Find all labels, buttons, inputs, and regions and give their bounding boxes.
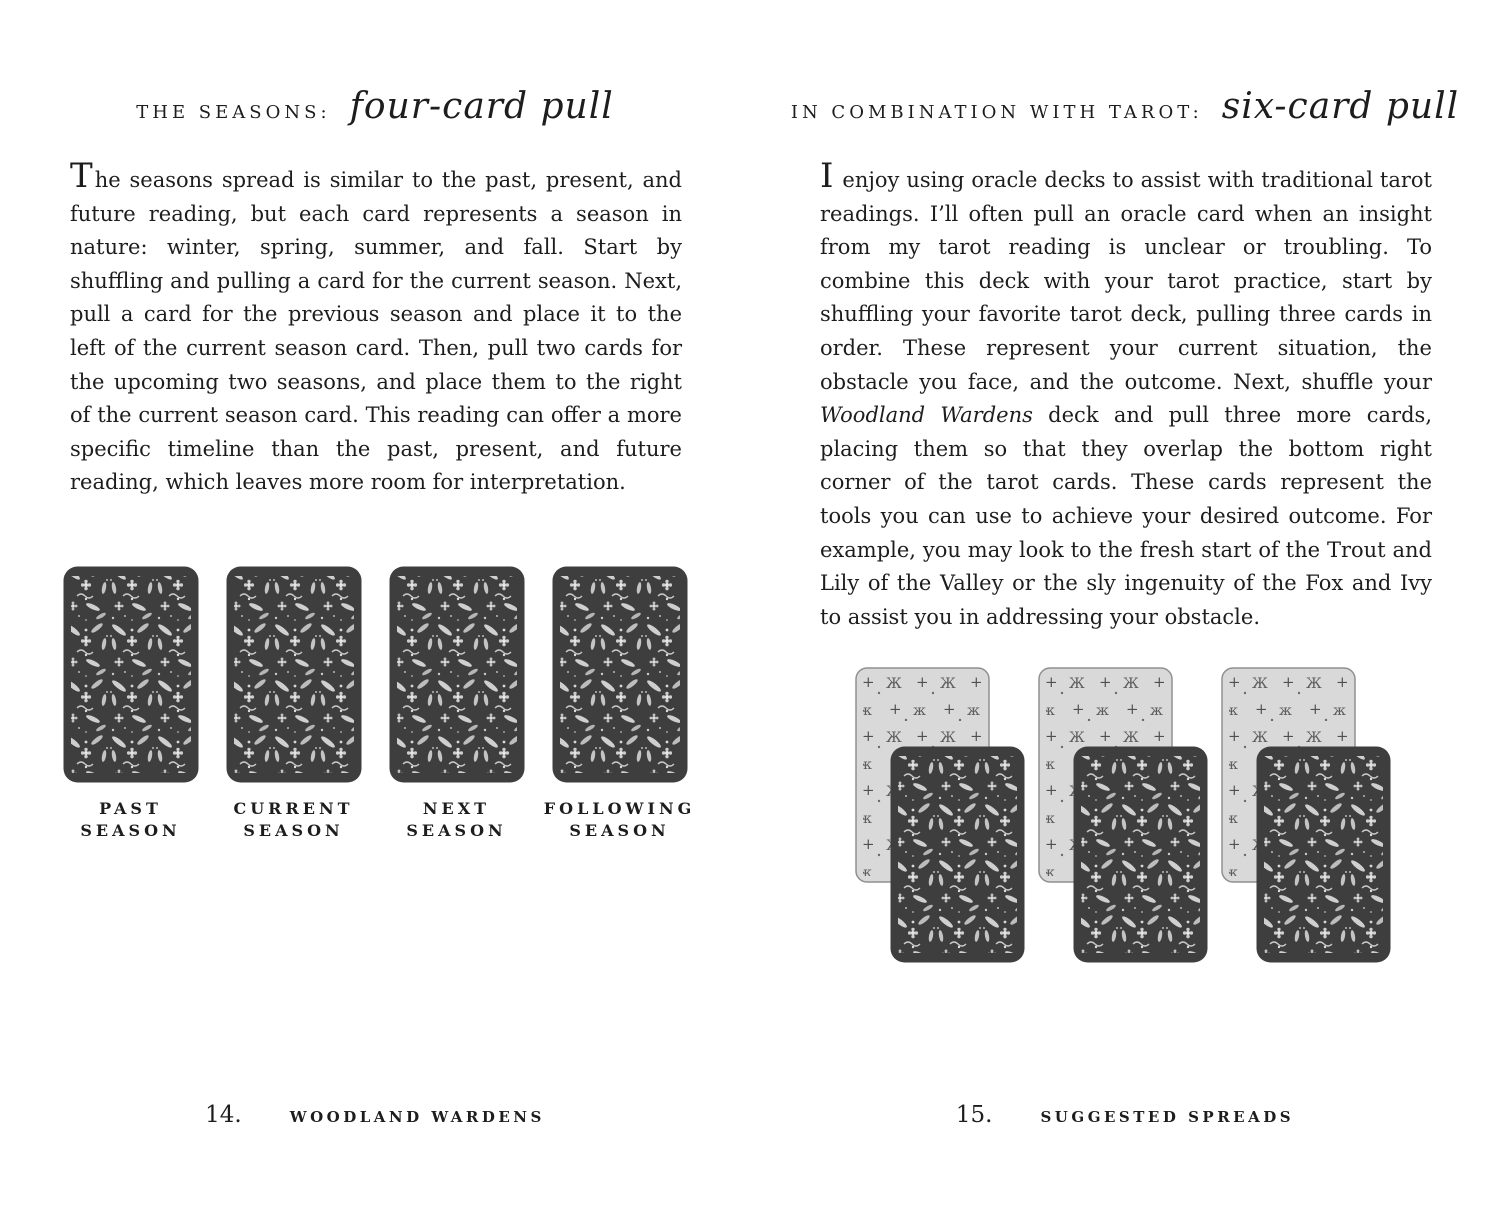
paragraph-segment: deck and pull three more cards, placing them so that they overlap the bottom right corner of the tarot cards. These cards represent the tools you can use to achieve your desired outcome. For example, you may look to the fresh start of the Trout and Lily of the Valley or the sly ingenuity of the Fox and Ivy to assist you in addressing your obstacle. xyxy=(820,403,1432,629)
card-label-line: CURRENT xyxy=(233,799,354,818)
four-card-spread xyxy=(0,566,750,843)
right-page-footer xyxy=(750,1102,1500,1128)
left-heading-kicker: THE SEASONS: xyxy=(136,102,331,123)
card-item-past-season xyxy=(63,566,199,843)
right-page-header xyxy=(750,86,1500,127)
page-number: 14. xyxy=(205,1102,242,1128)
left-page-paragraph: The seasons spread is similar to the past, present, and future reading, but each card represents a season in nature: winter, spring, summer, and fall. Start by shuffling and pulling a card for the current season. Next, pull a card for the previous season and place it to the left of the current season card. Then, pull two cards for the upcoming two seasons, and place them to the right of the current season card. This reading can offer a more specific timeline than the past, present, and future reading, which leaves more room for interpretation. xyxy=(70,156,682,495)
card-pair xyxy=(1221,667,1391,963)
deck-name-italic: Woodland Wardens xyxy=(820,403,1033,428)
card-item-following-season xyxy=(543,566,696,843)
card-label-line: SEASON xyxy=(243,821,344,841)
card-pair xyxy=(855,667,1025,963)
card-pair xyxy=(1038,667,1208,963)
card-label xyxy=(233,798,353,843)
card-label-line: SEASON xyxy=(80,821,181,841)
card-label xyxy=(544,798,695,843)
oracle-card-back-icon xyxy=(552,566,688,783)
right-page-paragraph xyxy=(820,156,1432,634)
oracle-card-back-icon xyxy=(389,566,525,783)
oracle-card-back-icon xyxy=(1256,746,1391,963)
running-title: WOODLAND WARDENS xyxy=(289,1108,545,1126)
card-item-next-season xyxy=(389,566,525,843)
oracle-card-back-icon xyxy=(63,566,199,783)
card-item-current-season xyxy=(226,566,362,843)
card-label-line: PAST xyxy=(99,799,162,818)
left-page-footer xyxy=(0,1102,750,1128)
oracle-card-back-icon xyxy=(890,746,1025,963)
page-number: 15. xyxy=(955,1102,993,1128)
right-heading-kicker: IN COMBINATION WITH TAROT: xyxy=(790,102,1203,123)
card-label xyxy=(406,798,506,843)
right-page xyxy=(750,0,1500,1208)
card-label xyxy=(80,798,180,843)
running-title: SUGGESTED SPREADS xyxy=(1040,1108,1295,1126)
right-heading-title: six-card pull xyxy=(1221,86,1460,127)
oracle-card-back-icon xyxy=(1073,746,1208,963)
oracle-card-back-icon xyxy=(226,566,362,783)
card-label-line: FOLLOWING xyxy=(543,799,696,818)
left-heading-title: four-card pull xyxy=(349,86,614,127)
card-label-line: SEASON xyxy=(406,821,507,841)
card-label-line: NEXT xyxy=(422,799,491,818)
six-card-spread xyxy=(855,667,1391,963)
left-page-header xyxy=(0,86,750,127)
paragraph-segment: I enjoy using oracle decks to assist with traditional tarot readings. I’ll often pull an oracle card when an insight from my tarot reading is unclear or troubling. To combine this deck with your tarot practice, start by shuffling your favorite tarot deck, pulling three cards in order. These represent your current situation, the obstacle you face, and the outcome. Next, shuffle your xyxy=(820,156,1432,394)
card-label-line: SEASON xyxy=(569,821,670,841)
